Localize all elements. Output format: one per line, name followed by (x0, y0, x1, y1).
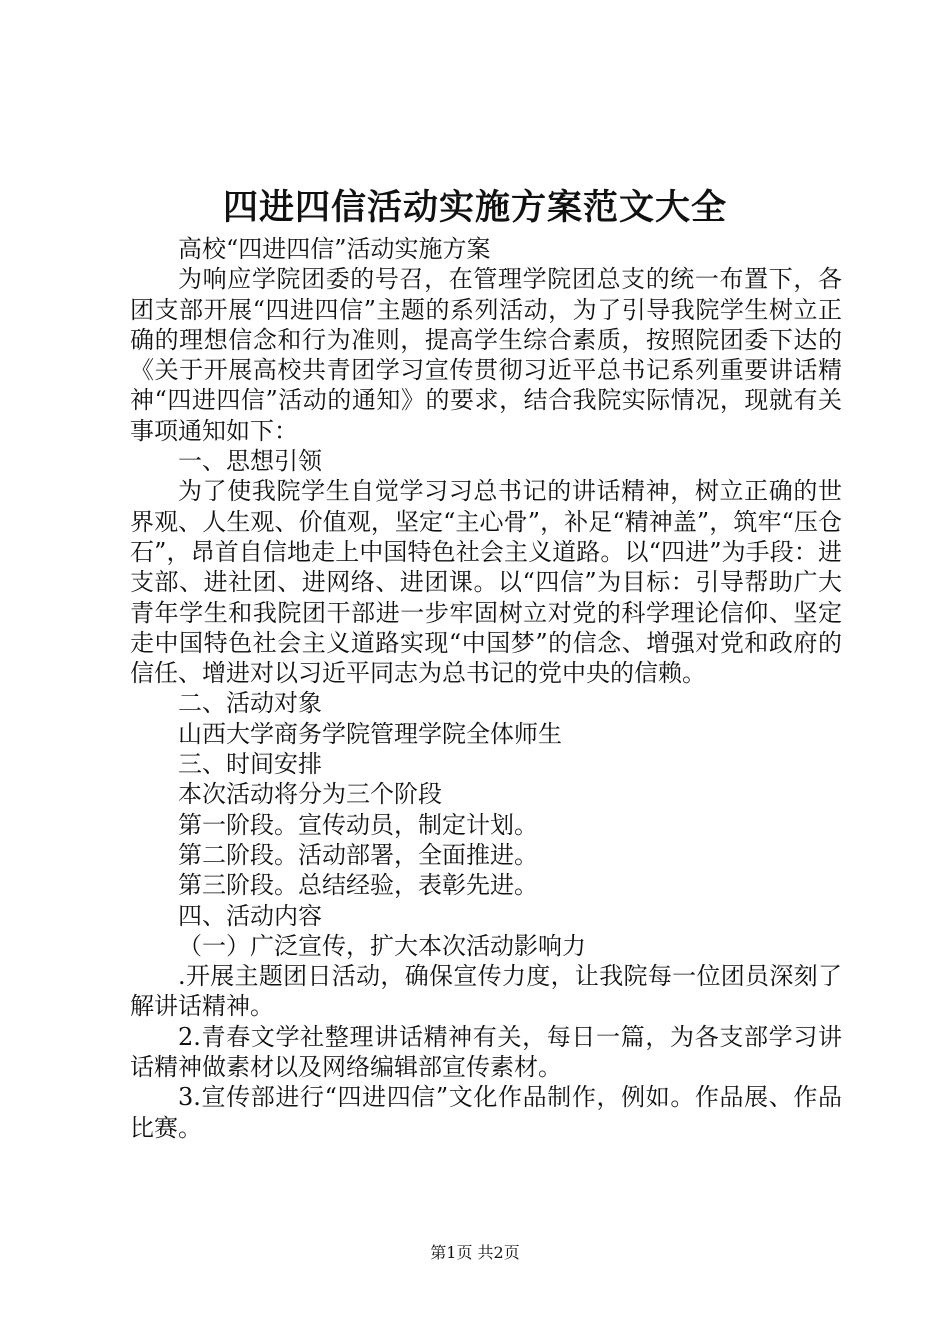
phase-1-paragraph: 第一阶段。宣传动员，制定计划。 (178, 810, 538, 839)
phase-3-paragraph: 第三阶段。总结经验，表彰先进。 (178, 871, 538, 900)
section-3-paragraph: 本次活动将分为三个阶段 (178, 780, 442, 809)
intro-paragraph: 为响应学院团委的号召，在管理学院团总支的统一布置下，各团支部开展“四进四信”主题的系列活动，为了引导我院学生树立正确的理想信念和行为准则，提高学生综合素质，按照院团委下达的《关于开展高校共青团学习宣传贯彻习近平总书记系列重要讲话精神“四进四信”活动的通知》的要求，结合我院实际情况，现就有关事项通知如下： (130, 265, 842, 445)
item-1-paragraph: .开展主题团日活动，确保宣传力度，让我院每一位团员深刻了解讲话精神。 (130, 962, 842, 1021)
subtitle-paragraph: 高校“四进四信”活动实施方案 (178, 235, 491, 263)
page-footer: 第1页 共2页 (430, 1243, 520, 1262)
phase-2-paragraph: 第二阶段。活动部署，全面推进。 (178, 840, 538, 869)
section-2-paragraph: 山西大学商务学院管理学院全体师生 (178, 719, 562, 748)
subsection-heading-1: （一）广泛宣传，扩大本次活动影响力 (178, 931, 586, 960)
document-title: 四进四信活动实施方案范文大全 (222, 187, 727, 228)
document-body (130, 234, 842, 1143)
section-heading-4: 四、活动内容 (178, 901, 322, 930)
item-3-paragraph: 3.宣传部进行“四进四信”文化作品制作，例如。作品展、作品比赛。 (130, 1083, 842, 1142)
section-heading-1: 一、思想引领 (178, 447, 322, 476)
item-2-paragraph: 2.青春文学社整理讲话精神有关，每日一篇，为各支部学习讲话精神做素材以及网络编辑部宣传素材。 (130, 1022, 842, 1082)
section-heading-3: 三、时间安排 (178, 750, 322, 779)
section-heading-2: 二、活动对象 (178, 689, 322, 718)
section-1-paragraph: 为了使我院学生自觉学习习总书记的讲话精神，树立正确的世界观、人生观、价值观，坚定“主心骨”，补足“精神盖”，筑牢“压仓石”，昂首自信地走上中国特色社会主义道路。以“四进”为手段：进支部、进社团、进网络、进团课。以“四信”为目标：引导帮助广大青年学生和我院团干部进一步牢固树立对党的科学理论信仰、坚定走中国特色社会主义道路实现“中国梦”的信念、增强对党和政府的信任、增进对以习近平同志为总书记的党中央的信赖。 (130, 477, 842, 688)
